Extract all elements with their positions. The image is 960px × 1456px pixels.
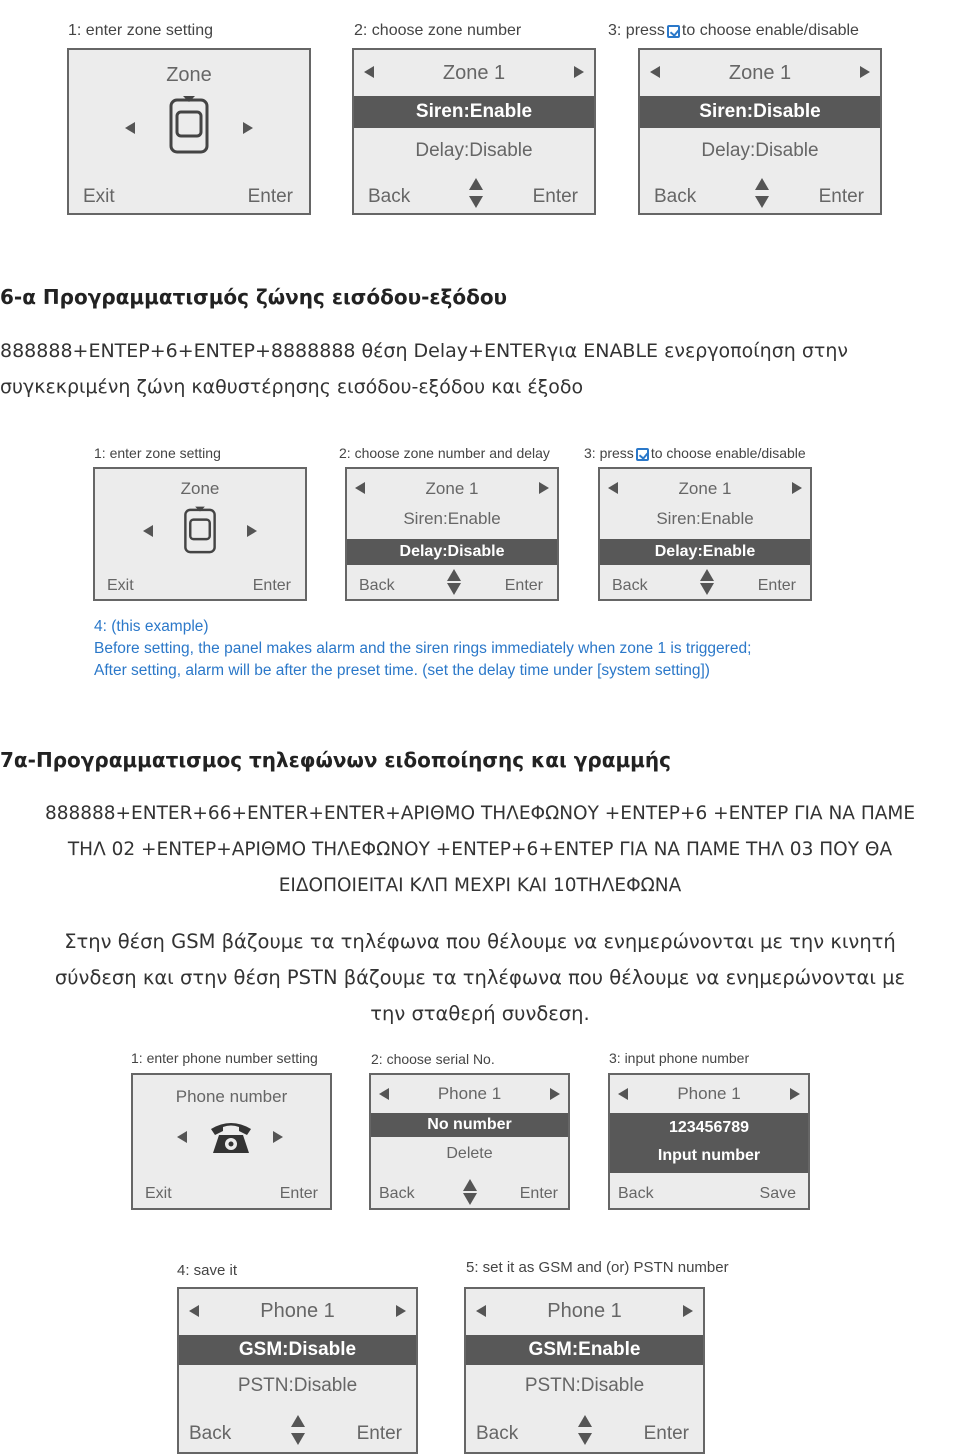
s3-caption-3: 3: input phone number (609, 1050, 750, 1066)
up-down-arrow-icon (755, 178, 769, 208)
up-down-arrow-icon (700, 569, 714, 595)
left-arrow-icon (177, 1131, 187, 1143)
right-arrow-icon (790, 1088, 800, 1100)
s3-p2-line1: No number (371, 1113, 568, 1137)
up-down-arrow-icon (578, 1415, 592, 1445)
s1-p2-enter: Enter (532, 186, 578, 207)
s3-input-panel (608, 1073, 810, 1210)
s3-p2-back: Back (379, 1185, 415, 1202)
s1-caption-3a: 3: press (608, 22, 665, 39)
s2-note-line1: Before setting, the panel makes alarm and the siren rings immediately when zone 1 is triggered; (94, 640, 752, 657)
s3-p1-enter: Enter (279, 1185, 318, 1202)
s1-p2-line2: Delay:Disable (415, 140, 533, 161)
s3-p2-enter: Enter (519, 1185, 558, 1202)
s4-p1-title: Phone 1 (260, 1300, 335, 1322)
para-7a-line1: 888888+ENTER+66+ENTER+ENTER+ΑΡΙΘΜΟ ΤΗΛΕΦΩΝΟΥ +ΕΝΤΕΡ+6 +ΕΝΤΕΡ ΓΙΑ ΝΑ ΠΑΜΕ (44, 803, 916, 824)
s2-p3-back: Back (612, 577, 648, 594)
s4-p1-line2: PSTN:Disable (237, 1375, 358, 1396)
right-arrow-icon (539, 482, 549, 494)
right-arrow-icon (574, 66, 584, 78)
s1-p3-enter: Enter (818, 186, 864, 207)
para-6a-line1: 888888+ΕΝΤΕΡ+6+ΕΝΤΕΡ+8888888 θέση Delay+ENTERγια ENABLE ενεργοποίηση στην (0, 340, 848, 362)
s1-caption-3 (608, 22, 859, 40)
s3-p2-title: Phone 1 (437, 1084, 502, 1103)
s2-note-line2: After setting, alarm will be after the preset time. (set the delay time under [system setting]) (94, 662, 710, 679)
para-7a-line3: ΕΙΔΟΠΟΙΕΙΤΑΙ ΚΛΠ ΜΕΧΡΙ ΚΑΙ 10ΤΗΛΕΦΩΝΑ (278, 875, 682, 896)
left-arrow-icon (125, 122, 135, 134)
s4-p1-line1: GSM:Disable (179, 1335, 416, 1365)
s3-p1-exit: Exit (145, 1185, 172, 1202)
s4-p2-back: Back (476, 1423, 519, 1444)
s1-p1-enter: Enter (247, 186, 293, 207)
s3-phone-panel (131, 1073, 332, 1210)
s2-note-title: 4: (this example) (94, 618, 209, 635)
para-6a-line2: συγκεκριμένη ζώνη καθυστέρησης εισόδου-εξόδου και έξοδο (0, 376, 584, 398)
s4-p2-enter: Enter (643, 1423, 689, 1444)
s2-caption-3 (584, 445, 806, 461)
s4-gsm-panel-b (464, 1287, 705, 1454)
s4-p1-enter: Enter (356, 1423, 402, 1444)
heading-7a: 7α-Προγραμματισμος τηλεφώνων ειδοποίησης και γραμμής (0, 748, 671, 772)
s1-p3-back: Back (654, 186, 697, 207)
s2-p2-back: Back (359, 577, 395, 594)
right-arrow-icon (243, 122, 253, 134)
right-arrow-icon (792, 482, 802, 494)
s4-p1-back: Back (189, 1423, 232, 1444)
s3-p3-back: Back (618, 1185, 654, 1202)
s1-p3-title: Zone 1 (728, 62, 792, 84)
heading-6a: 6-α Προγραμματισμός ζώνης εισόδου-εξόδου (0, 285, 508, 309)
s2-p3-line2: Delay:Enable (600, 539, 810, 565)
s2-p3-line1: Siren:Enable (656, 509, 754, 528)
s1-zone-panel (67, 48, 311, 215)
s4-p2-line1: GSM:Enable (466, 1335, 703, 1365)
s2-p2-title: Zone 1 (425, 479, 479, 498)
s1-p2-back: Back (368, 186, 411, 207)
s2-p1-exit: Exit (107, 577, 134, 594)
right-arrow-icon (860, 66, 870, 78)
s3-p3-title: Phone 1 (677, 1084, 741, 1103)
s2-zone1-panel-a (345, 467, 559, 601)
s2-zone-panel (93, 467, 307, 601)
s2-caption-3b: to choose enable/disable (650, 445, 806, 461)
checkbox-icon (636, 448, 649, 461)
s4-gsm-panel-a (177, 1287, 418, 1454)
s1-p3-line2: Delay:Disable (701, 140, 819, 161)
up-down-arrow-icon (447, 569, 461, 595)
s2-zone1-panel-b (598, 467, 812, 601)
s2-p3-title: Zone 1 (678, 479, 732, 498)
s1-caption-1: 1: enter zone setting (68, 22, 213, 39)
s2-caption-1: 1: enter zone setting (94, 445, 221, 461)
s3-p3-save: Save (759, 1185, 796, 1202)
right-arrow-icon (273, 1131, 283, 1143)
s1-caption-3b: to choose enable/disable (681, 22, 859, 39)
s1-p1-title: Zone (166, 64, 212, 86)
s2-p2-enter: Enter (504, 577, 543, 594)
right-arrow-icon (247, 525, 257, 537)
s3-p2-line2: Delete (446, 1145, 493, 1162)
s2-p1-title: Zone (180, 479, 220, 498)
telephone-icon (209, 1119, 253, 1155)
s1-zone1-panel-b (638, 48, 882, 215)
para-7a-line2: ΤΗΛ 02 +ΕΝΤΕΡ+ΑΡΙΘΜΟ ΤΗΛΕΦΩΝΟΥ +ΕΝΤΕΡ+6+ΕΝΤΕΡ ΓΙΑ ΝΑ ΠΑΜΕ ΤΗΛ 03 ΠΟΥ ΘΑ (67, 839, 893, 860)
s3-p3-input-label: Input number (657, 1147, 761, 1164)
s4-caption-2: 5: set it as GSM and (or) PSTN number (466, 1259, 729, 1276)
para-gsm-line2: σύνδεση και στην θέση PSTN βάζουμε τα τηλέφωνα που θέλουμε να ενημερώνονται με (54, 966, 906, 989)
s3-caption-2: 2: choose serial No. (371, 1051, 495, 1067)
left-arrow-icon (143, 525, 153, 537)
s3-p1-title: Phone number (175, 1087, 288, 1106)
s2-caption-3a: 3: press (584, 445, 634, 461)
right-arrow-icon (550, 1088, 560, 1100)
s2-p2-line1: Siren:Enable (403, 509, 501, 528)
checkbox-icon (667, 25, 680, 38)
s1-p1-exit: Exit (83, 186, 115, 207)
s1-p2-line1: Siren:Enable (354, 96, 594, 128)
s2-caption-2: 2: choose zone number and delay (339, 445, 550, 461)
s2-p3-enter: Enter (757, 577, 796, 594)
s4-p2-title: Phone 1 (547, 1300, 622, 1322)
s1-p3-line1: Siren:Disable (640, 96, 880, 128)
up-down-arrow-icon (469, 178, 483, 208)
s2-p1-enter: Enter (252, 577, 291, 594)
s1-zone1-panel-a (352, 48, 596, 215)
para-gsm-line1: Στην θέση GSM βάζουμε τα τηλέφωνα που θέλουμε να ενημερώνονται με την κινητή (64, 930, 896, 953)
s2-p2-line2: Delay:Disable (347, 539, 557, 565)
s1-p2-title: Zone 1 (442, 62, 506, 84)
s1-caption-2: 2: choose zone number (354, 22, 522, 39)
zone-sensor-icon (165, 94, 213, 158)
s3-caption-1: 1: enter phone number setting (131, 1050, 318, 1066)
up-down-arrow-icon (291, 1415, 305, 1445)
s3-phone1-panel (369, 1073, 570, 1210)
para-gsm-line3: την σταθερή συνδεση. (370, 1002, 590, 1025)
s3-p3-number: 123456789 (668, 1119, 750, 1136)
s4-p2-line2: PSTN:Disable (524, 1375, 645, 1396)
zone-sensor-icon (180, 505, 220, 557)
up-down-arrow-icon (463, 1179, 477, 1205)
s4-caption-1: 4: save it (177, 1262, 238, 1279)
right-arrow-icon (683, 1305, 693, 1317)
right-arrow-icon (396, 1305, 406, 1317)
